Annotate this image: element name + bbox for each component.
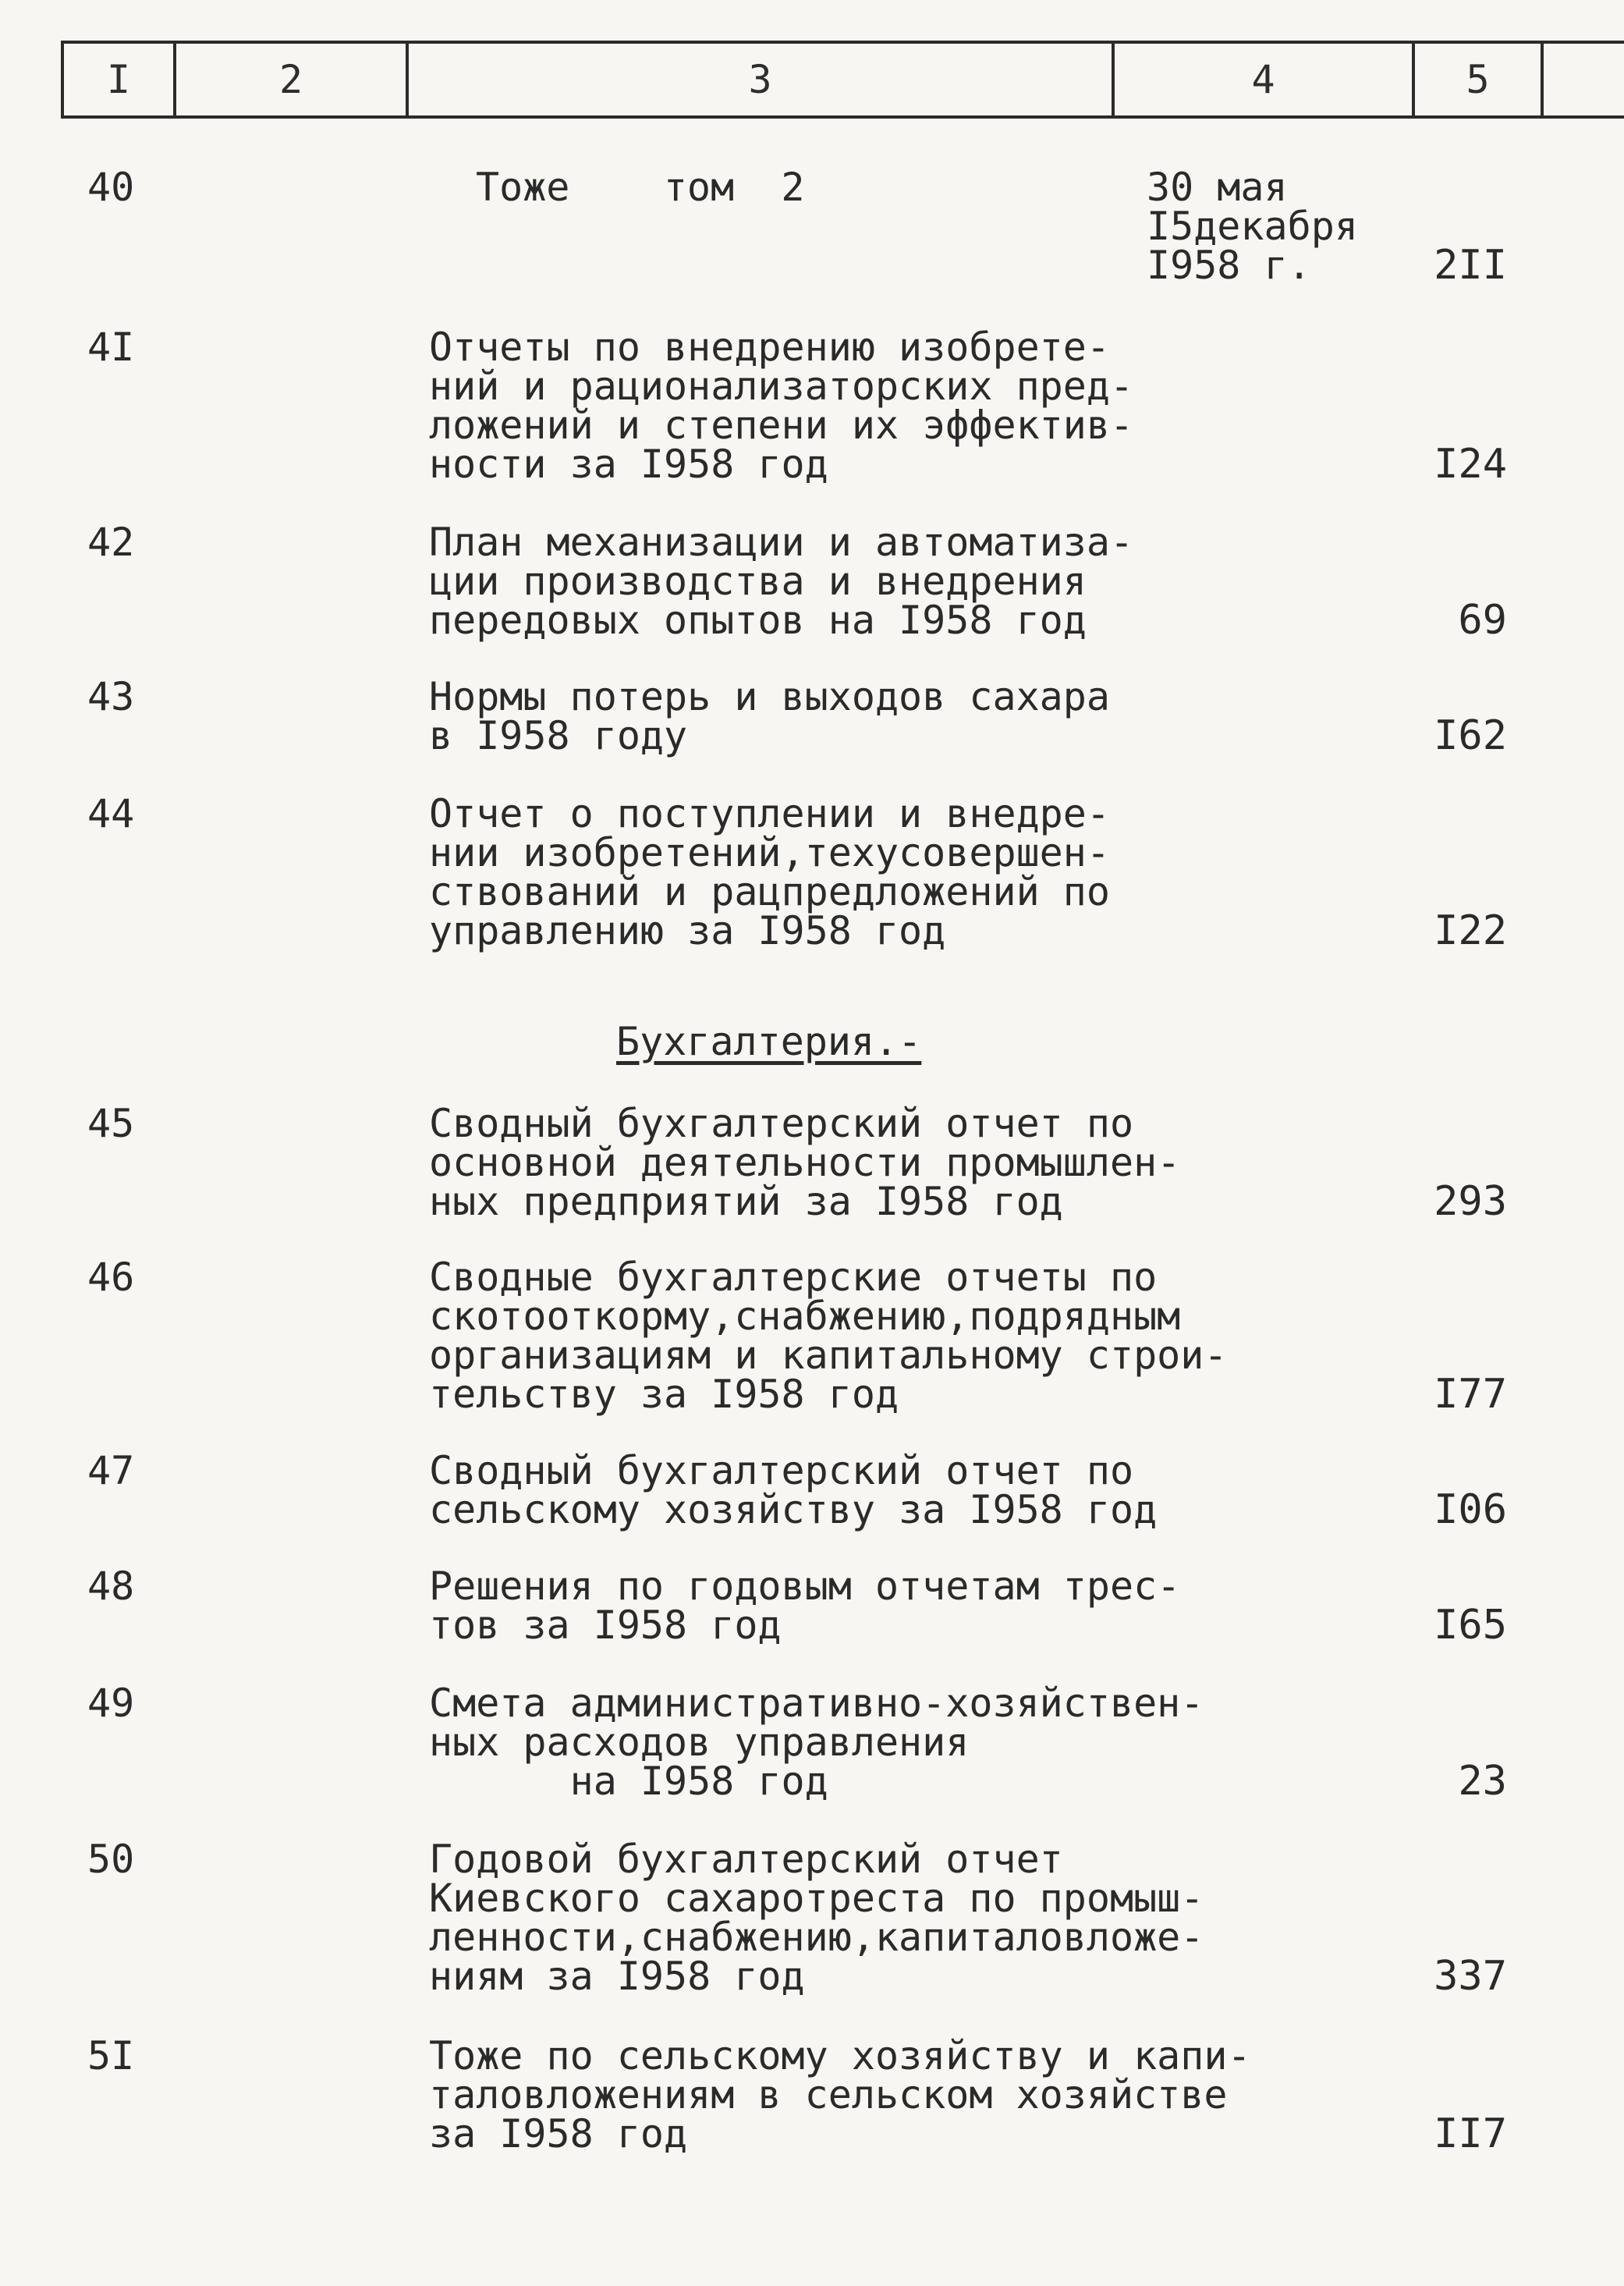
item-number: 5I	[87, 2033, 135, 2078]
item-pages: II7	[1434, 2110, 1507, 2157]
header-bottom-rule	[61, 115, 1624, 119]
item-pages: 23	[1458, 1758, 1507, 1805]
item-number: 45	[87, 1101, 135, 1146]
header-col-5: 5	[1466, 57, 1490, 102]
item-description: Отчет о поступлении и внедре- нии изобретений,техусовершен- ствований и рацпредложений по управлению за I958 год	[429, 791, 1110, 953]
item-number: 50	[87, 1837, 135, 1882]
item-pages: 337	[1434, 1953, 1507, 2000]
header-top-rule	[61, 41, 1624, 44]
item-date: 30 мая I5декабря I958 г.	[1147, 165, 1358, 288]
item-description: Тоже по сельскому хозяйству и капи- таловложениям в сельском хозяйстве за I958 год	[429, 2033, 1251, 2156]
item-number: 46	[87, 1255, 135, 1300]
item-description: План механизации и автоматиза- ции производства и внедрения передовых опытов на I958 год	[429, 520, 1134, 643]
item-pages: 293	[1434, 1178, 1507, 1225]
item-pages: I77	[1434, 1371, 1507, 1418]
item-pages: I62	[1434, 712, 1507, 759]
item-number: 43	[87, 674, 135, 719]
item-number: 40	[87, 165, 135, 210]
item-description: Отчеты по внедрению изобрете- ний и рационализаторских пред- ложений и степени их эффектив- ности за I958 год	[429, 325, 1134, 487]
item-description: Тоже том 2	[476, 165, 805, 210]
header-divider	[1541, 41, 1544, 119]
header-col-1: I	[106, 57, 131, 102]
item-number: 47	[87, 1448, 135, 1493]
section-title: Бухгалтерия.-	[616, 1019, 922, 1064]
item-number: 44	[87, 791, 135, 836]
header-col-2: 2	[278, 57, 303, 102]
item-pages: I65	[1434, 1602, 1507, 1649]
item-description: Решения по годовым отчетам трес- тов за I958 год	[429, 1564, 1181, 1648]
item-pages: I06	[1434, 1486, 1507, 1533]
header-col-4: 4	[1251, 57, 1275, 102]
item-pages: 69	[1458, 597, 1507, 644]
item-pages: I22	[1434, 907, 1507, 954]
item-number: 48	[87, 1564, 135, 1609]
item-pages: 2II	[1434, 242, 1507, 289]
item-description: Сводный бухгалтерский отчет по основной деятельности промышлен- ных предприятий за I958 год	[429, 1101, 1181, 1224]
header-col-3: 3	[748, 57, 772, 102]
item-pages: I24	[1434, 441, 1507, 488]
item-description: Нормы потерь и выходов сахара в I958 году	[429, 674, 1110, 758]
item-number: 49	[87, 1681, 135, 1726]
item-number: 4I	[87, 325, 135, 370]
item-number: 42	[87, 520, 135, 565]
item-description: Смета административно-хозяйствен- ных расходов управления на I958 год	[429, 1681, 1204, 1804]
item-description: Годовой бухгалтерский отчет Киевского сахаротреста по промыш- ленности,снабжению,капиталовложе- ниям за I958 год	[429, 1837, 1204, 1999]
item-description: Сводный бухгалтерский отчет по сельскому хозяйству за I958 год	[429, 1448, 1158, 1532]
item-description: Сводные бухгалтерские отчеты по скотооткорму,снабжению,подрядным организациям и капитальному строи- тельству за I958 год	[429, 1255, 1228, 1417]
